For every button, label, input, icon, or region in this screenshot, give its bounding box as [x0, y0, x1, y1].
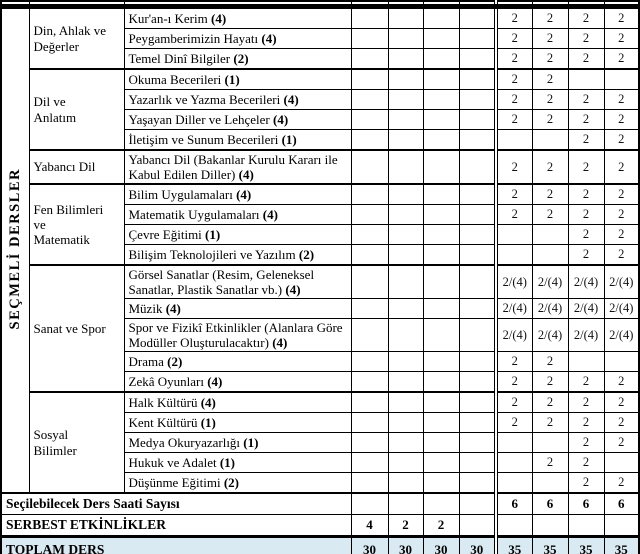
hours-cell: [351, 299, 388, 319]
hours-cell: 2/(4): [496, 319, 532, 352]
hours-cell: 2: [496, 184, 532, 205]
hours-cell: [459, 433, 496, 453]
hours-cell: 2: [604, 110, 639, 130]
footer-value-cell: 35: [532, 537, 568, 554]
footer-row-serbest: [1, 515, 639, 537]
hours-cell: [351, 372, 388, 393]
hours-cell: [388, 150, 423, 184]
hours-cell: 2: [568, 150, 604, 184]
hours-cell: [423, 473, 459, 494]
course-weekly-hours: (4): [272, 335, 288, 350]
course-name: Çevre Eğitimi: [128, 226, 206, 242]
hours-cell: [351, 392, 388, 413]
hours-cell: [459, 205, 496, 225]
footer-value-cell: 30: [423, 537, 459, 554]
hours-cell: [351, 29, 388, 49]
hours-cell: 2: [496, 49, 532, 70]
course-weekly-hours: (4): [283, 91, 299, 107]
hours-cell: [388, 473, 423, 494]
category-cell: Sosyal Bilimler: [29, 392, 124, 493]
footer-value-cell: 6: [496, 493, 532, 515]
footer-value-cell: [568, 515, 604, 537]
hours-cell: 2: [532, 413, 568, 433]
hours-cell: [388, 69, 423, 90]
hours-cell: [459, 110, 496, 130]
hours-cell: 2: [496, 69, 532, 90]
hours-cell: [388, 319, 423, 352]
hours-cell: 2: [532, 69, 568, 90]
course-name: Halk Kültürü: [128, 394, 201, 410]
hours-cell: [459, 299, 496, 319]
footer-value-cell: 35: [604, 537, 639, 554]
hours-cell: [459, 372, 496, 393]
hours-cell: 2: [604, 90, 639, 110]
hours-cell: 2: [496, 205, 532, 225]
hours-cell: [388, 453, 423, 473]
hours-cell: [604, 352, 639, 372]
hours-cell: [388, 392, 423, 413]
course-name-cell: [124, 265, 351, 299]
course-name-cell: [124, 473, 351, 494]
footer-value-cell: 30: [459, 537, 496, 554]
hours-cell: 2: [604, 7, 639, 29]
hours-cell: [459, 265, 496, 299]
footer-row-toplam: [1, 537, 639, 554]
hours-cell: 2/(4): [604, 299, 639, 319]
hours-cell: [423, 110, 459, 130]
footer-value-cell: [532, 515, 568, 537]
course-name: Medya Okuryazarlığı: [128, 434, 244, 450]
course-weekly-hours: (4): [200, 394, 216, 410]
course-weekly-hours: (1): [243, 434, 259, 450]
hours-cell: [351, 245, 388, 266]
footer-value-cell: 35: [568, 537, 604, 554]
footer-value-cell: 2: [423, 515, 459, 537]
hours-cell: 2: [496, 110, 532, 130]
hours-cell: [496, 130, 532, 151]
course-weekly-hours: (1): [205, 226, 221, 242]
hours-cell: [496, 433, 532, 453]
course-row: [1, 7, 639, 29]
hours-cell: [423, 49, 459, 70]
course-weekly-hours: (2): [223, 474, 240, 490]
hours-cell: 2: [568, 413, 604, 433]
hours-cell: 2: [604, 130, 639, 151]
course-name: Yabancı Dil (Bakanlar Kurulu Kararı ile Kabul Edilen Diller): [128, 151, 338, 182]
hours-cell: [423, 130, 459, 151]
hours-cell: [423, 319, 459, 352]
category-cell: Din, Ahlak ve Değerler: [29, 7, 124, 70]
hours-cell: 2: [532, 110, 568, 130]
hours-cell: 2: [532, 90, 568, 110]
hours-cell: [459, 453, 496, 473]
hours-cell: [388, 110, 423, 130]
hours-cell: 2: [496, 413, 532, 433]
footer-value-cell: 30: [351, 537, 388, 554]
hours-cell: [532, 130, 568, 151]
hours-cell: [423, 453, 459, 473]
hours-cell: 2: [532, 453, 568, 473]
hours-cell: 2: [604, 433, 639, 453]
hours-cell: [351, 433, 388, 453]
hours-cell: [423, 150, 459, 184]
hours-cell: [423, 299, 459, 319]
hours-cell: 2: [568, 473, 604, 494]
hours-cell: 2: [604, 184, 639, 205]
hours-cell: [351, 184, 388, 205]
course-name-cell: [124, 352, 351, 372]
course-name-cell: [124, 245, 351, 266]
footer-value-cell: 2: [388, 515, 423, 537]
hours-cell: 2: [532, 150, 568, 184]
hours-cell: 2/(4): [532, 265, 568, 299]
hours-cell: [568, 69, 604, 90]
hours-cell: [351, 150, 388, 184]
course-name-cell: [124, 49, 351, 70]
hours-cell: [568, 352, 604, 372]
hours-cell: [423, 205, 459, 225]
hours-cell: [459, 49, 496, 70]
hours-cell: [459, 319, 496, 352]
footer-value-cell: [423, 493, 459, 515]
course-weekly-hours: (1): [200, 414, 216, 430]
course-name: Kent Kültürü: [128, 414, 201, 430]
course-row: [1, 69, 639, 90]
hours-cell: [388, 130, 423, 151]
course-row: [1, 150, 639, 184]
hours-cell: 2: [568, 225, 604, 245]
course-name: Okuma Becerileri: [128, 71, 225, 87]
footer-label-secilebilecek: Seçilebilecek Ders Saati Sayısı: [1, 493, 351, 515]
hours-cell: [388, 49, 423, 70]
course-weekly-hours: (4): [261, 30, 277, 46]
course-weekly-hours: (1): [219, 454, 236, 470]
hours-cell: [388, 372, 423, 393]
hours-cell: [604, 453, 639, 473]
footer-label-serbest: SERBEST ETKİNLİKLER: [1, 515, 351, 537]
course-name: Düşünme Eğitimi: [128, 474, 224, 490]
hours-cell: [351, 225, 388, 245]
hours-cell: [496, 473, 532, 494]
hours-cell: 2: [532, 372, 568, 393]
hours-cell: 2: [568, 453, 604, 473]
hours-cell: [496, 453, 532, 473]
hours-cell: [423, 372, 459, 393]
hours-cell: 2: [496, 372, 532, 393]
hours-cell: [388, 90, 423, 110]
hours-cell: [351, 319, 388, 352]
hours-cell: 2/(4): [568, 319, 604, 352]
footer-value-cell: [496, 515, 532, 537]
hours-cell: [423, 433, 459, 453]
course-name-cell: [124, 110, 351, 130]
footer-value-cell: [459, 515, 496, 537]
hours-cell: 2: [496, 7, 532, 29]
course-name: Hukuk ve Adalet: [128, 454, 220, 470]
hours-cell: [351, 130, 388, 151]
course-weekly-hours: (4): [210, 10, 227, 26]
hours-cell: [388, 433, 423, 453]
hours-cell: 2/(4): [532, 319, 568, 352]
course-weekly-hours: (1): [224, 71, 240, 87]
course-weekly-hours: (4): [238, 167, 254, 182]
hours-cell: 2: [496, 352, 532, 372]
hours-cell: 2: [604, 29, 639, 49]
hours-cell: [423, 392, 459, 413]
hours-cell: [459, 184, 496, 205]
hours-cell: [388, 29, 423, 49]
hours-cell: [496, 245, 532, 266]
hours-cell: 2: [532, 184, 568, 205]
course-name-cell: [124, 453, 351, 473]
hours-cell: [423, 7, 459, 29]
hours-cell: 2: [568, 110, 604, 130]
course-weekly-hours: (4): [262, 206, 278, 222]
course-name-cell: [124, 392, 351, 413]
hours-cell: [532, 433, 568, 453]
course-weekly-hours: (2): [167, 353, 183, 369]
hours-cell: 2: [604, 473, 639, 494]
hours-cell: 2/(4): [496, 299, 532, 319]
category-cell: Dil ve Anlatım: [29, 69, 124, 150]
hours-cell: [351, 453, 388, 473]
hours-cell: [459, 473, 496, 494]
hours-cell: 2: [532, 7, 568, 29]
hours-cell: 2: [568, 130, 604, 151]
course-name: Zekâ Oyunları: [128, 373, 208, 389]
hours-cell: [351, 7, 388, 29]
hours-cell: [423, 225, 459, 245]
hours-cell: 2: [532, 392, 568, 413]
hours-cell: 2: [604, 392, 639, 413]
course-weekly-hours: (4): [207, 373, 223, 389]
course-weekly-hours: (4): [273, 111, 289, 127]
course-name-cell: [124, 299, 351, 319]
footer-value-cell: 30: [388, 537, 423, 554]
course-name: Spor ve Fizikî Etkinlikler (Alanlara Göre Modüller Oluşturulacaktır): [128, 319, 343, 350]
hours-cell: [459, 90, 496, 110]
hours-cell: [388, 265, 423, 299]
course-name: Yaşayan Diller ve Lehçeler: [128, 111, 274, 127]
hours-cell: [423, 29, 459, 49]
hours-cell: 2: [568, 245, 604, 266]
hours-cell: [388, 7, 423, 29]
course-name-cell: [124, 413, 351, 433]
hours-cell: [351, 69, 388, 90]
footer-value-cell: [604, 515, 639, 537]
hours-cell: 2: [532, 352, 568, 372]
hours-cell: [423, 245, 459, 266]
hours-cell: 2/(4): [532, 299, 568, 319]
hours-cell: [459, 130, 496, 151]
course-name: Müzik: [128, 300, 166, 316]
course-name-cell: [124, 90, 351, 110]
course-name: Bilişim Teknolojileri ve Yazılım: [128, 246, 299, 262]
hours-cell: 2/(4): [604, 265, 639, 299]
hours-cell: 2: [532, 49, 568, 70]
course-weekly-hours: (4): [236, 186, 252, 202]
hours-cell: 2: [568, 372, 604, 393]
vertical-section-label: SEÇMELİ DERSLER: [6, 168, 23, 330]
hours-cell: 2/(4): [604, 319, 639, 352]
hours-cell: 2: [496, 150, 532, 184]
hours-cell: 2: [532, 205, 568, 225]
course-name: Görsel Sanatlar (Resim, Geleneksel Sanatlar, Plastik Sanatlar vb.): [128, 266, 315, 297]
hours-cell: 2: [604, 413, 639, 433]
course-name-cell: [124, 150, 351, 184]
hours-cell: 2: [532, 29, 568, 49]
hours-cell: 2/(4): [568, 265, 604, 299]
hours-cell: 2: [568, 184, 604, 205]
course-name: Matematik Uygulamaları: [128, 206, 263, 222]
footer-value-cell: 6: [568, 493, 604, 515]
hours-cell: [351, 265, 388, 299]
course-name-cell: [124, 130, 351, 151]
footer-value-cell: 6: [604, 493, 639, 515]
course-name: Bilim Uygulamaları: [128, 186, 237, 202]
course-weekly-hours: (1): [281, 131, 297, 147]
hours-cell: 2: [496, 392, 532, 413]
hours-cell: 2: [568, 433, 604, 453]
hours-cell: 2: [568, 7, 604, 29]
hours-cell: [532, 245, 568, 266]
hours-cell: 2: [496, 90, 532, 110]
hours-cell: [388, 299, 423, 319]
hours-cell: 2: [604, 225, 639, 245]
course-name-cell: [124, 372, 351, 393]
hours-cell: [388, 413, 423, 433]
hours-cell: [496, 225, 532, 245]
hours-cell: 2: [568, 205, 604, 225]
footer-label-toplam: TOPLAM DERS: [1, 537, 351, 554]
hours-cell: [459, 29, 496, 49]
hours-cell: [459, 352, 496, 372]
hours-cell: [351, 90, 388, 110]
hours-cell: 2: [568, 29, 604, 49]
hours-cell: [388, 205, 423, 225]
course-weekly-hours: (4): [165, 300, 181, 316]
hours-cell: 2: [568, 392, 604, 413]
course-name-cell: [124, 29, 351, 49]
category-cell: Yabancı Dil: [29, 150, 124, 184]
hours-cell: [351, 205, 388, 225]
course-name: Kur'an-ı Kerim: [128, 10, 211, 26]
course-name: Drama: [128, 353, 168, 369]
course-weekly-hours: (2): [233, 50, 249, 66]
course-row: [1, 265, 639, 299]
hours-cell: 2: [604, 372, 639, 393]
course-name-cell: [124, 225, 351, 245]
hours-cell: [351, 352, 388, 372]
hours-cell: [459, 392, 496, 413]
course-name-cell: [124, 433, 351, 453]
hours-cell: [423, 90, 459, 110]
course-name-cell: [124, 184, 351, 205]
hours-cell: 2: [568, 90, 604, 110]
course-name: Yazarlık ve Yazma Becerileri: [128, 91, 284, 107]
hours-cell: [604, 69, 639, 90]
course-row: [1, 392, 639, 413]
course-name-cell: [124, 7, 351, 29]
table-body: [1, 1, 639, 554]
course-weekly-hours: (2): [298, 246, 315, 262]
hours-cell: 2/(4): [496, 265, 532, 299]
hours-cell: [423, 184, 459, 205]
hours-cell: [388, 245, 423, 266]
hours-cell: [388, 225, 423, 245]
hours-cell: [532, 473, 568, 494]
course-name-cell: [124, 205, 351, 225]
hours-cell: 2: [604, 150, 639, 184]
hours-cell: [459, 245, 496, 266]
course-name: Temel Dinî Bilgiler: [128, 50, 234, 66]
hours-cell: [423, 413, 459, 433]
hours-cell: 2: [604, 49, 639, 70]
footer-value-cell: 35: [496, 537, 532, 554]
hours-cell: 2: [604, 205, 639, 225]
category-cell: Fen Bilimleri ve Matematik: [29, 184, 124, 265]
footer-value-cell: [351, 493, 388, 515]
hours-cell: [423, 265, 459, 299]
course-name: Peygamberimizin Hayatı: [128, 30, 262, 46]
course-name: İletişim ve Sunum Becerileri: [128, 131, 282, 147]
hours-cell: 2: [496, 29, 532, 49]
course-name-cell: [124, 69, 351, 90]
course-name-cell: [124, 319, 351, 352]
course-weekly-hours: (4): [285, 282, 301, 297]
hours-cell: [459, 413, 496, 433]
hours-cell: [459, 225, 496, 245]
category-cell: Sanat ve Spor: [29, 265, 124, 392]
vertical-label-cell: [1, 7, 29, 494]
hours-cell: [423, 69, 459, 90]
hours-cell: [351, 110, 388, 130]
footer-row-secilebilecek: [1, 493, 639, 515]
hours-cell: 2: [604, 245, 639, 266]
hours-cell: [459, 7, 496, 29]
hours-cell: [388, 184, 423, 205]
footer-value-cell: [388, 493, 423, 515]
hours-cell: [351, 473, 388, 494]
hours-cell: [388, 352, 423, 372]
hours-cell: 2: [568, 49, 604, 70]
hours-cell: [459, 69, 496, 90]
footer-value-cell: [459, 493, 496, 515]
hours-cell: [532, 225, 568, 245]
hours-cell: [351, 413, 388, 433]
footer-value-cell: 6: [532, 493, 568, 515]
hours-cell: 2/(4): [568, 299, 604, 319]
hours-cell: [423, 352, 459, 372]
course-row: [1, 184, 639, 205]
hours-cell: [351, 49, 388, 70]
footer-value-cell: 4: [351, 515, 388, 537]
hours-cell: [459, 150, 496, 184]
